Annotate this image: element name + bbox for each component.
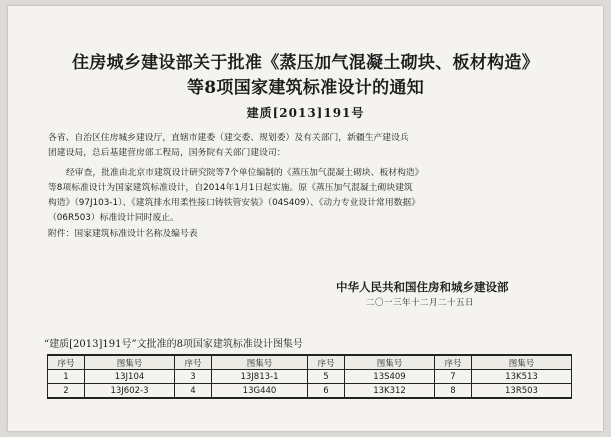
table-cell: 1 [48, 370, 85, 384]
table-cell: 3 [175, 370, 212, 384]
table-cell: 13G440 [212, 384, 308, 399]
header-seq: 序号 [48, 355, 85, 370]
body-line-3: 构造》（97J103-1）、《建筑排水用柔性接口铸铁管安装》（04S409）、《动力专业设计常用数据》 [48, 198, 421, 208]
table-cell: 13K513 [472, 370, 572, 384]
header-seq: 序号 [435, 355, 472, 370]
notice-title-line2: 等8项国家建筑标准设计的通知 [186, 78, 425, 98]
header-seq: 序号 [175, 355, 212, 370]
table-caption: “建质[2013]191号”文批准的8项国家建筑标准设计图集号 [44, 339, 303, 350]
signature-organization: 中华人民共和国住房和城乡建设部 [336, 280, 509, 294]
notice-title-line1: 住房城乡建设部关于批准《蒸压加气混凝土砌块、板材构造》 [71, 53, 540, 73]
table-cell: 8 [435, 384, 472, 399]
header-atlas-no: 图集号 [472, 355, 572, 370]
table-cell: 7 [435, 370, 472, 384]
body-line-2: 等8项标准设计为国家建筑标准设计，自2014年1月1日起实施。原《蒸压加气混凝土砌块建筑 [48, 183, 413, 193]
table-cell: 13J602-3 [85, 384, 175, 399]
header-atlas-no: 图集号 [85, 355, 175, 370]
table-cell: 13K312 [345, 384, 435, 399]
body-line-4: （06R503）标准设计同时废止。 [48, 213, 179, 223]
table-cell: 13S409 [345, 370, 435, 384]
atlas-number-table [47, 354, 572, 399]
attachment-line: 附件：国家建筑标准设计名称及编号表 [48, 229, 198, 239]
table-cell: 13J813-1 [212, 370, 308, 384]
header-atlas-no: 图集号 [345, 355, 435, 370]
header-seq: 序号 [308, 355, 345, 370]
body-line-1: 经审查，批准由北京市建筑设计研究院等7个单位编制的《蒸压加气混凝土砌块、板材构造》 [66, 168, 424, 178]
header-atlas-no: 图集号 [212, 355, 308, 370]
signature-date: 二〇一三年十二月二十五日 [366, 298, 475, 308]
table-cell: 13J104 [85, 370, 175, 384]
table-row [48, 370, 572, 384]
table-cell: 13R503 [472, 384, 572, 399]
table-row [48, 384, 572, 399]
addressee-line-1: 各省、自治区住房城乡建设厅，直辖市建委（建交委、规划委）及有关部门，新疆生产建设兵 [48, 133, 409, 143]
addressee-line-2: 团建设局，总后基建营房部工程局，国务院有关部门建设司： [48, 148, 286, 158]
table-cell: 4 [175, 384, 212, 399]
table-cell: 2 [48, 384, 85, 399]
table-cell: 5 [308, 370, 345, 384]
table-header-row [48, 355, 572, 370]
document-number: 建质[2013]191号 [246, 106, 365, 120]
table-cell: 6 [308, 384, 345, 399]
